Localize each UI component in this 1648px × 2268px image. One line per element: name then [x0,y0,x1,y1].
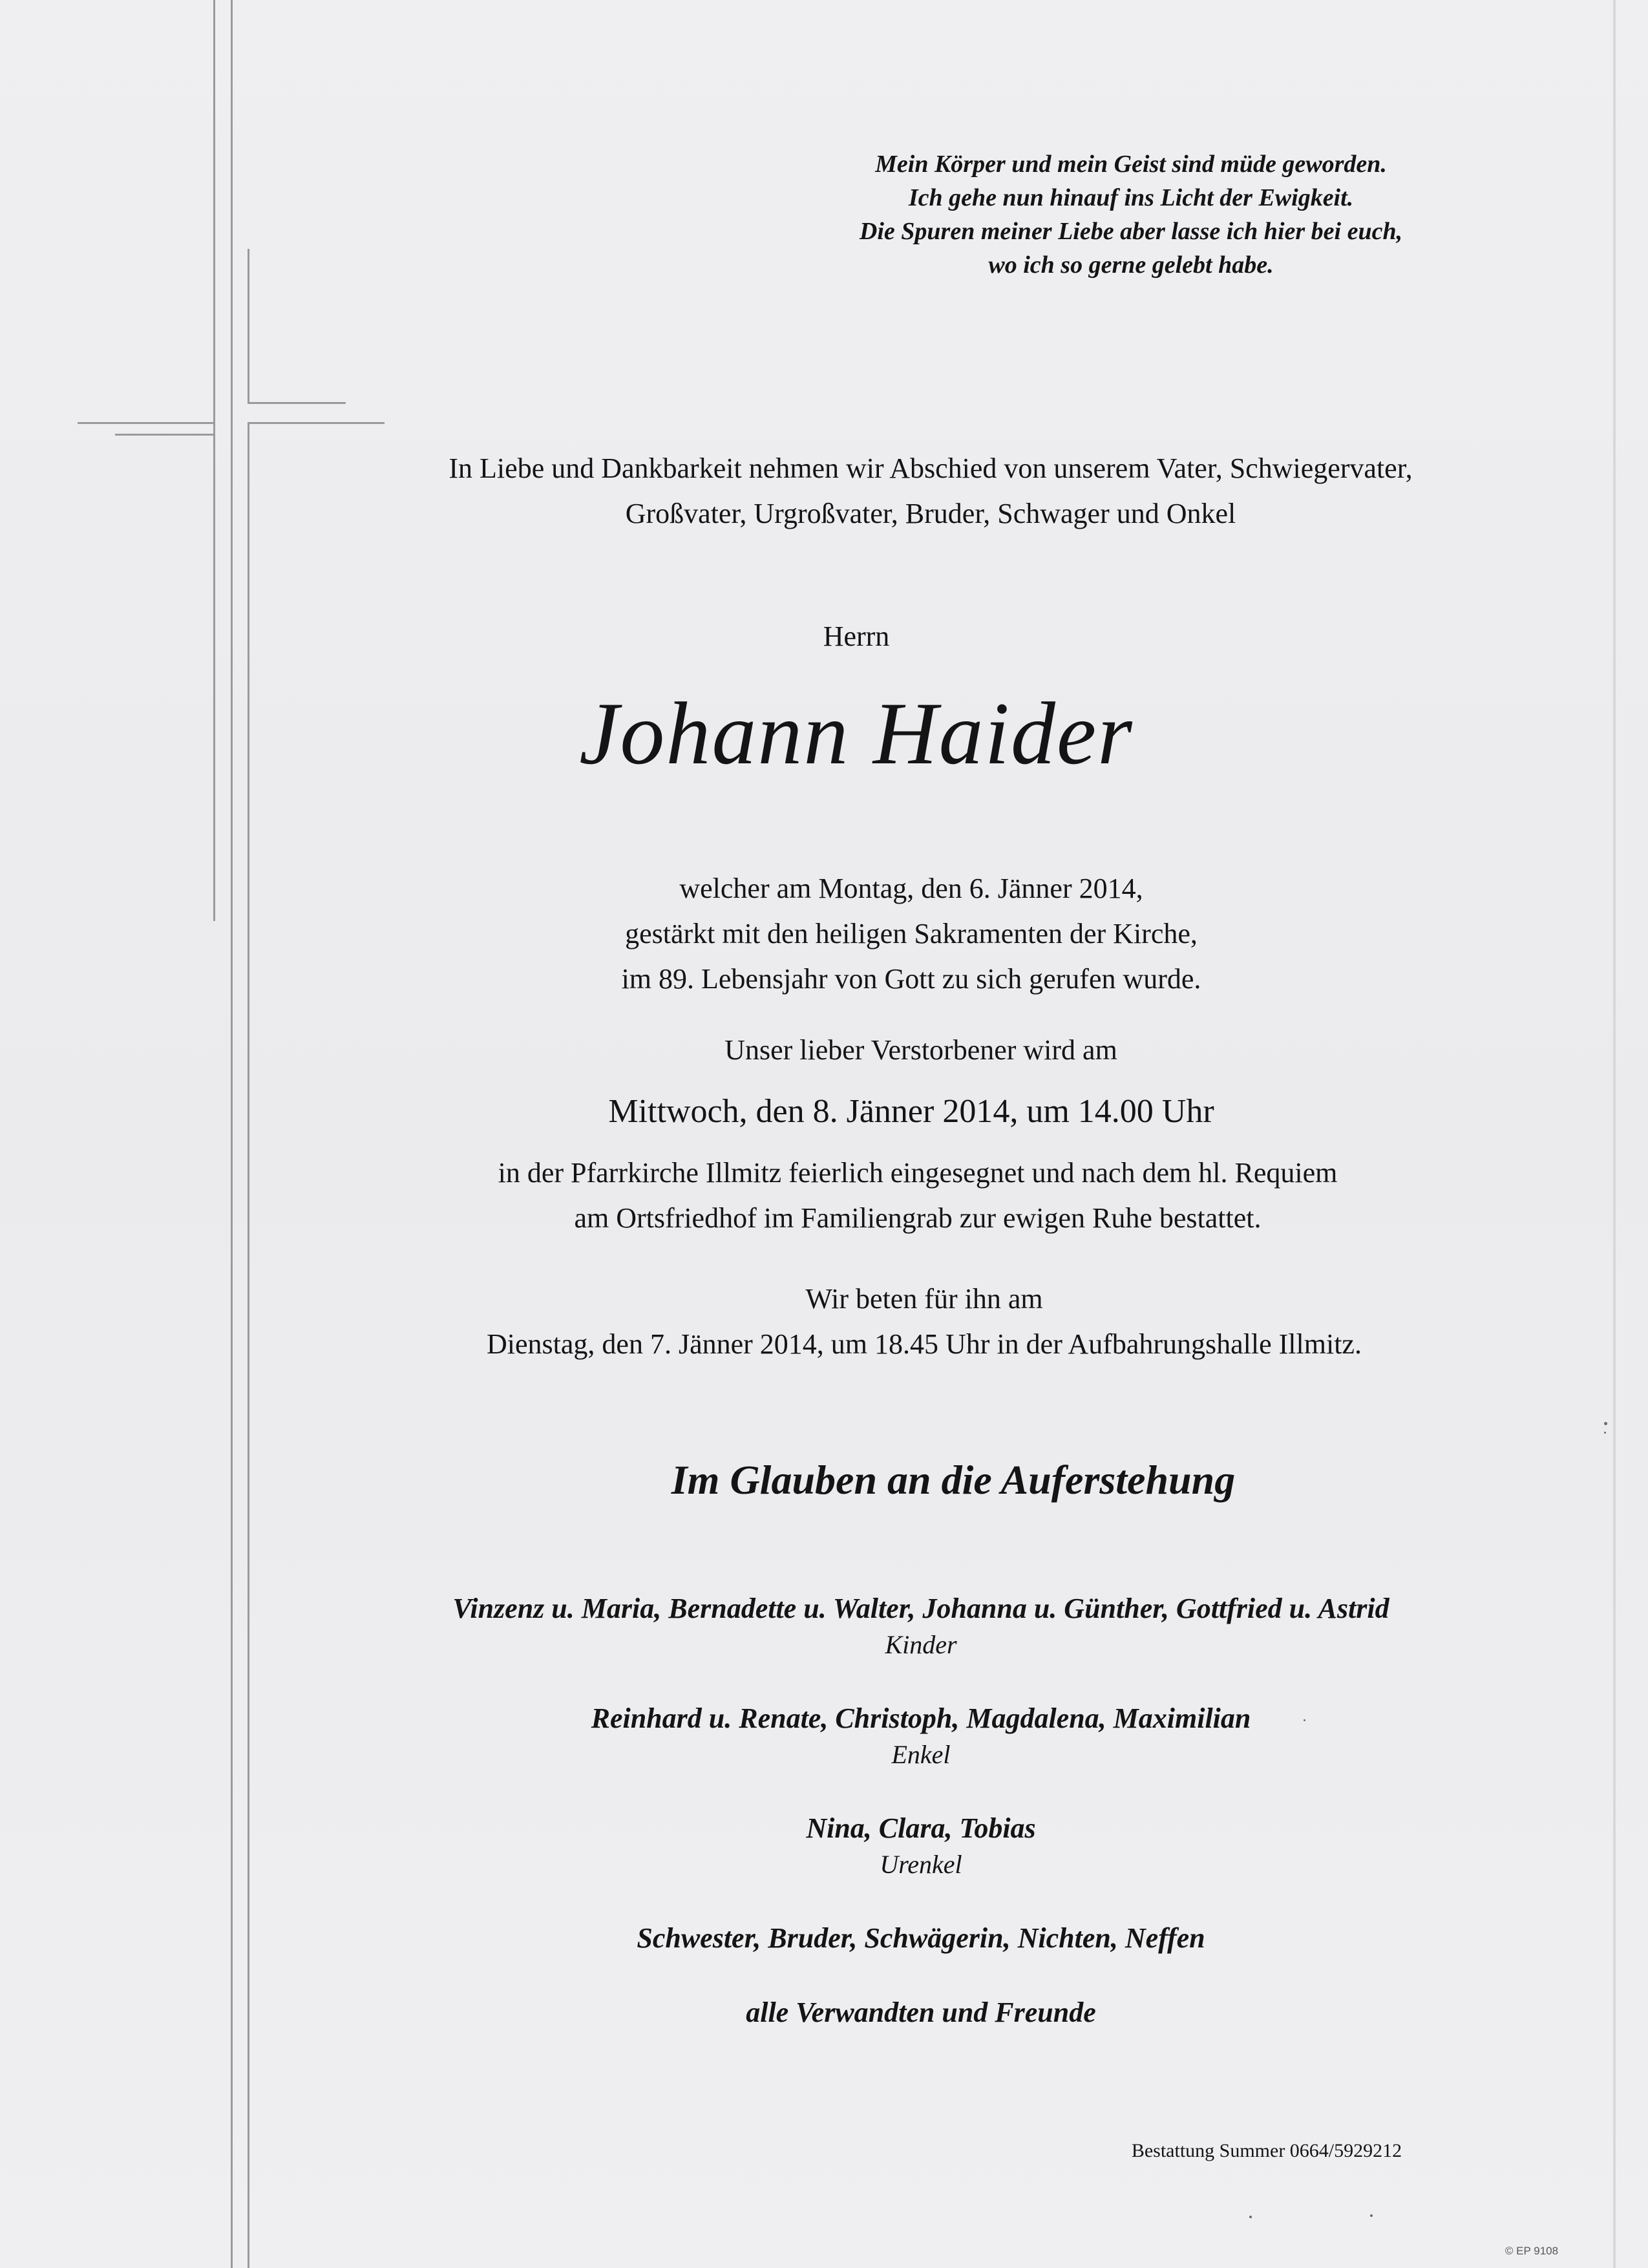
motto-line: Mein Körper und mein Geist sind müde geworden. [875,151,1387,178]
cross-horizontal-upper-right [248,402,346,404]
funeral-place [414,1150,1422,1241]
intro-line: In Liebe und Dankbarkeit nehmen wir Abschied von unserem Vater, Schwiegervater, [449,452,1413,484]
death-line: gestärkt mit den heiligen Sakramenten der Kirche, [625,918,1198,949]
undertaker-contact: Bestattung Summer 0664/5929212 [1131,2140,1402,2161]
prayer-line: Dienstag, den 7. Jänner 2014, um 18.45 Uhr in der Aufbahrungshalle Illmitz. [487,1328,1362,1360]
mourner-group-grandchildren [501,1700,1341,1772]
mourner-names: Vinzenz u. Maria, Bernadette u. Walter, Johanna u. Günther, Gottfried u. Astrid [452,1593,1389,1624]
cross-horizontal-upper-left [78,422,215,424]
mourner-names: Nina, Clara, Tobias [806,1812,1036,1844]
scan-speck [1249,2216,1252,2218]
cross-vertical-upper-right [248,249,249,404]
page-edge [1613,0,1616,2268]
mourner-role: Enkel [891,1740,951,1769]
mourner-names: Reinhard u. Renate, Christoph, Magdalena, Maximilian [591,1702,1251,1734]
motto-line: Ich gehe nun hinauf ins Licht der Ewigkeit. [908,184,1354,211]
mourner-role: Urenkel [880,1850,962,1879]
scan-speck [1604,1422,1607,1425]
farewell-intro [362,446,1499,536]
cross-horizontal-lower-right [248,422,385,424]
cross-horizontal-lower-left [115,434,213,436]
funeral-intro: Unser lieber Verstorbener wird am [724,1034,1117,1066]
motto-line: Die Spuren meiner Liebe aber lasse ich hier bei euch, [859,218,1403,245]
cross-vertical-inner-left [231,0,233,2268]
prayer-line: Wir beten für ihn am [805,1283,1043,1315]
death-notice [569,866,1254,1002]
scan-speck [1370,2214,1373,2217]
salutation: Herrn [823,620,890,652]
death-line: welcher am Montag, den 6. Jänner 2014, [679,873,1143,904]
motto-line: wo ich so gerne gelebt habe. [988,251,1274,279]
death-line: im 89. Lebensjahr von Gott zu sich gerufen wurde. [621,963,1201,995]
prayer-service [407,1277,1441,1367]
scan-speck [1604,1432,1606,1434]
mourner-group-siblings: Schwester, Bruder, Schwägerin, Nichten, Neffen [637,1922,1205,1954]
funeral-date: Mittwoch, den 8. Jänner 2014, um 14.00 Uhr [608,1093,1214,1130]
funeral-place-line: am Ortsfriedhof im Familiengrab zur ewigen Ruhe bestattet. [574,1202,1262,1234]
mourner-group-great-grandchildren [695,1810,1147,1882]
mourner-group-relatives: alle Verwandten und Freunde [746,1997,1096,2028]
mourner-group-children [372,1590,1470,1662]
deceased-name: Johann Haider [579,684,1134,783]
intro-line: Großvater, Urgroßvater, Bruder, Schwager und Onkel [625,498,1236,529]
cross-vertical-lower-right [248,422,249,2268]
scan-speck [1304,1719,1305,1721]
funeral-place-line: in der Pfarrkirche Illmitz feierlich eingesegnet und nach dem hl. Requiem [498,1157,1338,1189]
cross-vertical-outer-left [213,0,215,921]
copyright-mark: © EP 9108 [1505,2245,1559,2257]
mourner-role: Kinder [885,1630,957,1659]
faith-line: Im Glauben an die Auferstehung [671,1457,1236,1503]
motto-verse [808,147,1454,282]
